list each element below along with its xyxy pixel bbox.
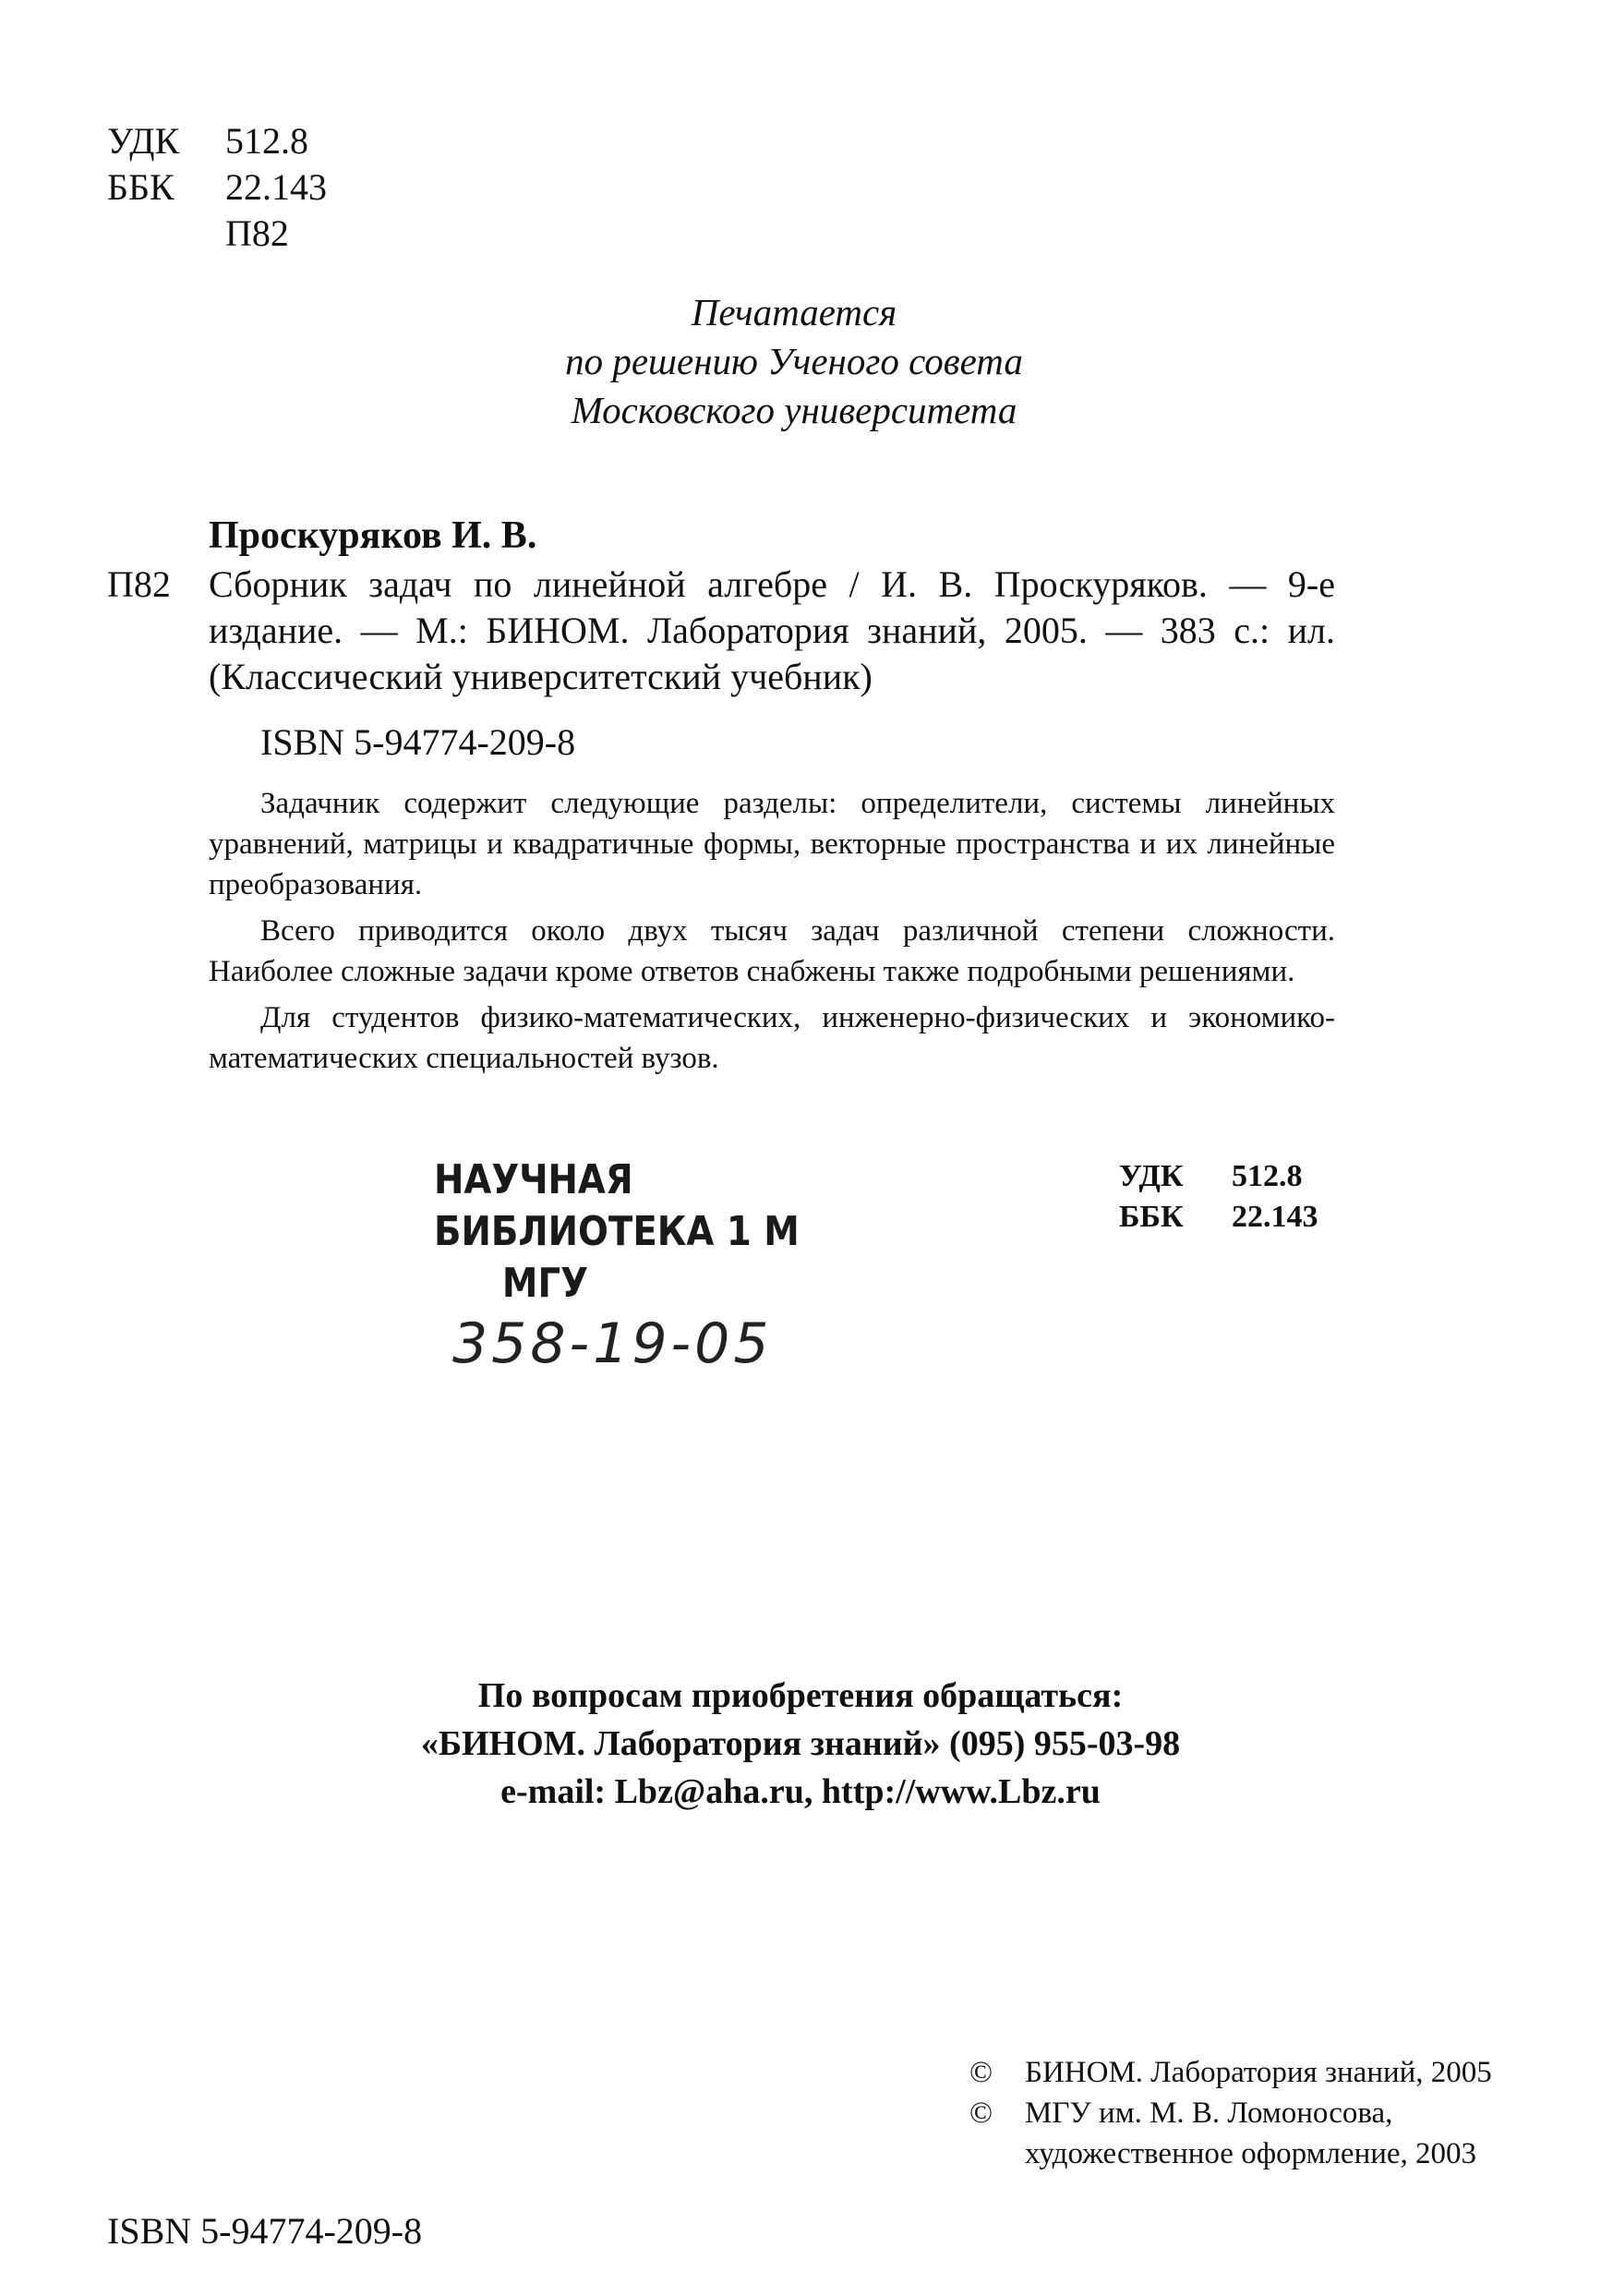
council-line-2: по решению Ученого совета [565,340,1023,382]
contacts-line-3: e-mail: Lbz@aha.ru, http://www.Lbz.ru [500,1772,1101,1811]
purchase-contacts [277,1672,1324,1816]
catalog-isbn: ISBN 5-94774-209-8 [260,721,576,763]
handwritten-inventory-number: 358-19-05 [452,1311,773,1376]
bibliographic-description: Сборник задач по линейной алгебре / И. В. Проскуряков. — 9-е издание. — М.: БИНОМ. Лаборатория знаний, 2005. — 383 с.: ил. (Классический университетский учебник) [209,563,1335,697]
bbk-value: 22.143 [225,166,327,208]
bbk-right-label: ББК [1119,1200,1184,1234]
author-code: П82 [225,212,289,254]
copyright-item [969,2052,1560,2093]
udk-right-label: УДК [1119,1159,1184,1193]
annotation [209,783,1335,1084]
copyright-text: МГУ им. М. В. Ломоносова, художественное оформление, 2003 [1025,2097,1477,2170]
stamp-line-3: МГУ [501,1260,588,1307]
udk-right-block [1119,1156,1318,1238]
copyright-notices [969,2052,1560,2174]
stamp-line-1: НАУЧНАЯ [434,1156,633,1203]
copyright-text: БИНОМ. Лаборатория знаний, 2005 [1025,2056,1492,2089]
contacts-line-2: «БИНОМ. Лаборатория знаний» (095) 955-03-98 [420,1724,1181,1763]
library-stamp [434,1154,800,1310]
copyright-item [969,2093,1560,2174]
contacts-line-1: По вопросам приобретения обращаться: [477,1676,1124,1715]
isbn-bottom: ISBN 5-94774-209-8 [107,2210,423,2252]
udk-label: УДК [107,120,180,162]
annotation-paragraph-1: Задачник содержит следующие разделы: определители, системы линейных уравнений, матрицы и квадратичные формы, векторные пространства и их линейные преобразования. [209,787,1335,901]
udk-right-value: 512.8 [1232,1159,1303,1193]
udk-value: 512.8 [225,120,308,162]
bbk-right-value: 22.143 [1232,1200,1318,1234]
udk-classification-block [107,118,327,257]
council-line-3: Московского университета [571,389,1017,431]
copyright-icon: © [969,2056,993,2089]
council-approval-note [517,288,1071,435]
catalog-code: П82 [107,563,171,605]
stamp-line-2: БИБЛИОТЕКА 1 М [434,1208,800,1255]
bbk-label: ББК [107,166,175,208]
council-line-1: Печатается [691,291,897,333]
annotation-paragraph-3: Для студентов физико-математических, инженерно-физических и экономико-математических специальностей вузов. [209,1001,1335,1075]
catalog-author: Проскуряков И. В. [209,514,537,557]
annotation-paragraph-2: Всего приводится около двух тысяч задач различной степени сложности. Наиболее сложные задачи кроме ответов снабжены также подробными решениями. [209,914,1335,988]
copyright-icon: © [969,2097,993,2130]
